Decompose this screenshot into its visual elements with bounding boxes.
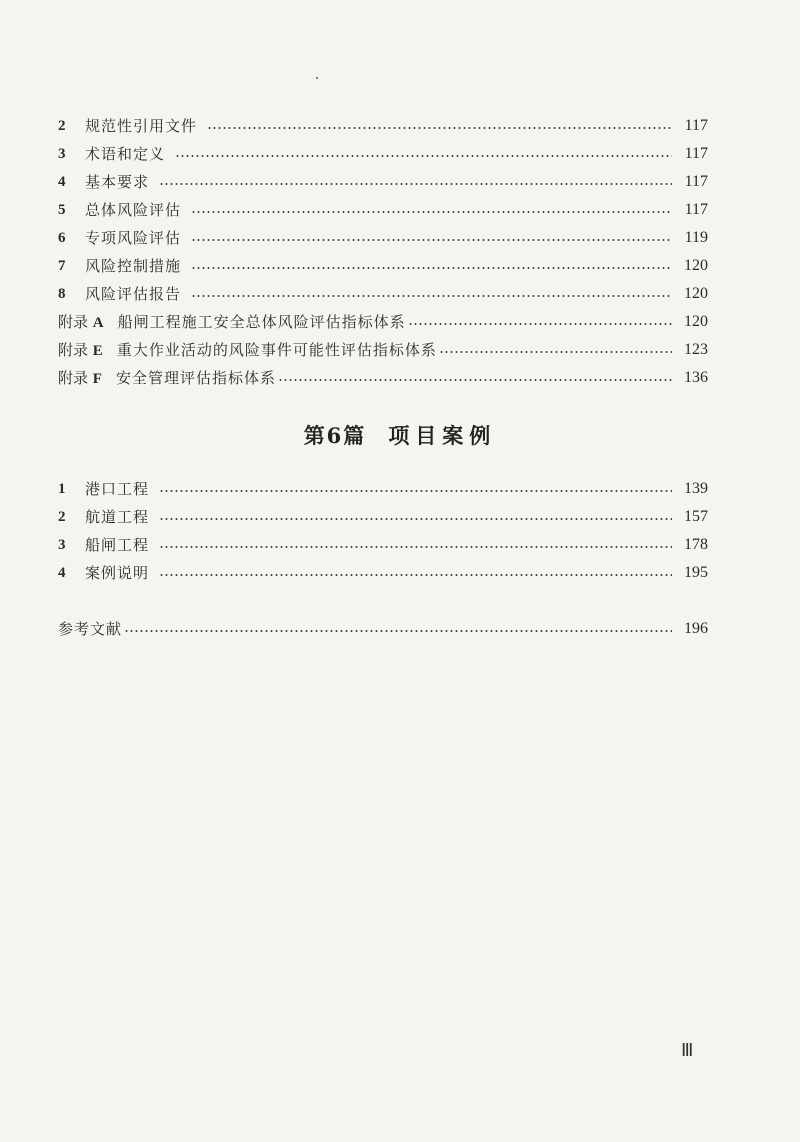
- toc-entry-page: 117: [684, 145, 708, 162]
- toc-entry[interactable]: [58, 226, 708, 250]
- toc-entry-title: 航道工程: [85, 508, 150, 526]
- toc-entry[interactable]: [58, 282, 708, 306]
- appendix-letter: A: [92, 314, 104, 331]
- dot-leader: [159, 490, 672, 492]
- toc-entry-number: 4: [58, 174, 66, 190]
- dot-leader: [191, 267, 672, 269]
- appendix-prefix: 附录: [58, 312, 89, 331]
- toc-entry-number: 6: [58, 230, 66, 246]
- toc-entry-number: 3: [58, 146, 66, 162]
- toc-entry[interactable]: [58, 561, 708, 585]
- toc-entry-title: 船闸工程施工安全总体风险评估指标体系: [117, 313, 406, 331]
- toc-entry-title: 基本要求: [85, 173, 150, 191]
- appendix-label: [58, 338, 103, 363]
- dot-leader: [124, 630, 672, 632]
- toc-entry-title: 专项风险评估: [85, 229, 182, 247]
- toc-entry-page: 119: [684, 229, 708, 246]
- dot-leader: [175, 155, 672, 157]
- part-number: 第6篇: [303, 423, 367, 448]
- toc-entry[interactable]: [58, 533, 708, 557]
- toc-entry-page: 195: [684, 564, 708, 581]
- toc-entry-title: 规范性引用文件: [85, 117, 198, 135]
- page-speck: [316, 77, 318, 79]
- toc-entry-title: 港口工程: [85, 480, 150, 498]
- part-heading: [0, 420, 800, 450]
- toc-entry[interactable]: [58, 114, 708, 138]
- toc-entry-number: 1: [58, 481, 66, 497]
- toc-entry-page: 139: [684, 480, 708, 497]
- toc-entry-page: 123: [684, 341, 708, 358]
- toc-appendix-entry[interactable]: [58, 310, 708, 334]
- toc-entry-page: 178: [684, 536, 708, 553]
- dot-leader: [159, 518, 672, 520]
- toc-entry-number: 7: [58, 258, 66, 274]
- dot-leader: [159, 183, 672, 185]
- toc-entry-title: 术语和定义: [85, 145, 166, 163]
- toc-entry-number: 5: [58, 202, 66, 218]
- dot-leader: [207, 127, 672, 129]
- dot-leader: [408, 323, 672, 325]
- toc-entry-title: 风险评估报告: [85, 285, 182, 303]
- toc-entry-number: 2: [58, 509, 66, 525]
- toc-entry-title: 参考文献: [58, 620, 123, 638]
- toc-entry[interactable]: [58, 198, 708, 222]
- toc-entry[interactable]: [58, 254, 708, 278]
- toc-appendix-entry[interactable]: [58, 338, 708, 362]
- toc-entry[interactable]: [58, 505, 708, 529]
- dot-leader: [159, 574, 672, 576]
- toc-entry-title: 总体风险评估: [85, 201, 182, 219]
- toc-entry-page: 120: [684, 285, 708, 302]
- appendix-prefix: 附录: [58, 340, 89, 359]
- toc-appendix-entry[interactable]: [58, 366, 708, 390]
- dot-leader: [278, 379, 672, 381]
- dot-leader: [191, 211, 672, 213]
- toc-entry-title: 重大作业活动的风险事件可能性评估指标体系: [116, 341, 437, 359]
- toc-entry-page: 120: [684, 257, 708, 274]
- dot-leader: [439, 351, 672, 353]
- toc-entry-references[interactable]: [58, 617, 708, 641]
- toc-entry-page: 196: [684, 620, 708, 637]
- toc-entry-title: 风险控制措施: [85, 257, 182, 275]
- toc-entry-page: 120: [684, 313, 708, 330]
- toc-entry-title: 案例说明: [85, 564, 150, 582]
- dot-leader: [159, 546, 672, 548]
- toc-entry-page: 157: [684, 508, 708, 525]
- toc-entry-number: 3: [58, 537, 66, 553]
- toc-entry[interactable]: [58, 170, 708, 194]
- dot-leader: [191, 295, 672, 297]
- appendix-label: [58, 310, 104, 335]
- dot-leader: [191, 239, 672, 241]
- toc-entry-page: 117: [684, 117, 708, 134]
- toc-entry-page: 117: [684, 173, 708, 190]
- toc-entry[interactable]: [58, 477, 708, 501]
- toc-entry-number: 4: [58, 565, 66, 581]
- appendix-letter: E: [92, 342, 103, 359]
- toc-entry[interactable]: [58, 142, 708, 166]
- part-title: 项目案例: [388, 423, 497, 448]
- toc-entry-number: 2: [58, 118, 66, 134]
- appendix-prefix: 附录: [58, 368, 89, 387]
- toc-entry-number: 8: [58, 286, 66, 302]
- appendix-label: [58, 366, 102, 391]
- toc-entry-page: 117: [684, 201, 708, 218]
- page-number: Ⅲ: [681, 1040, 694, 1060]
- toc-entry-title: 安全管理评估指标体系: [115, 369, 276, 387]
- appendix-letter: F: [92, 370, 102, 387]
- toc-entry-page: 136: [684, 369, 708, 386]
- toc-entry-title: 船闸工程: [85, 536, 150, 554]
